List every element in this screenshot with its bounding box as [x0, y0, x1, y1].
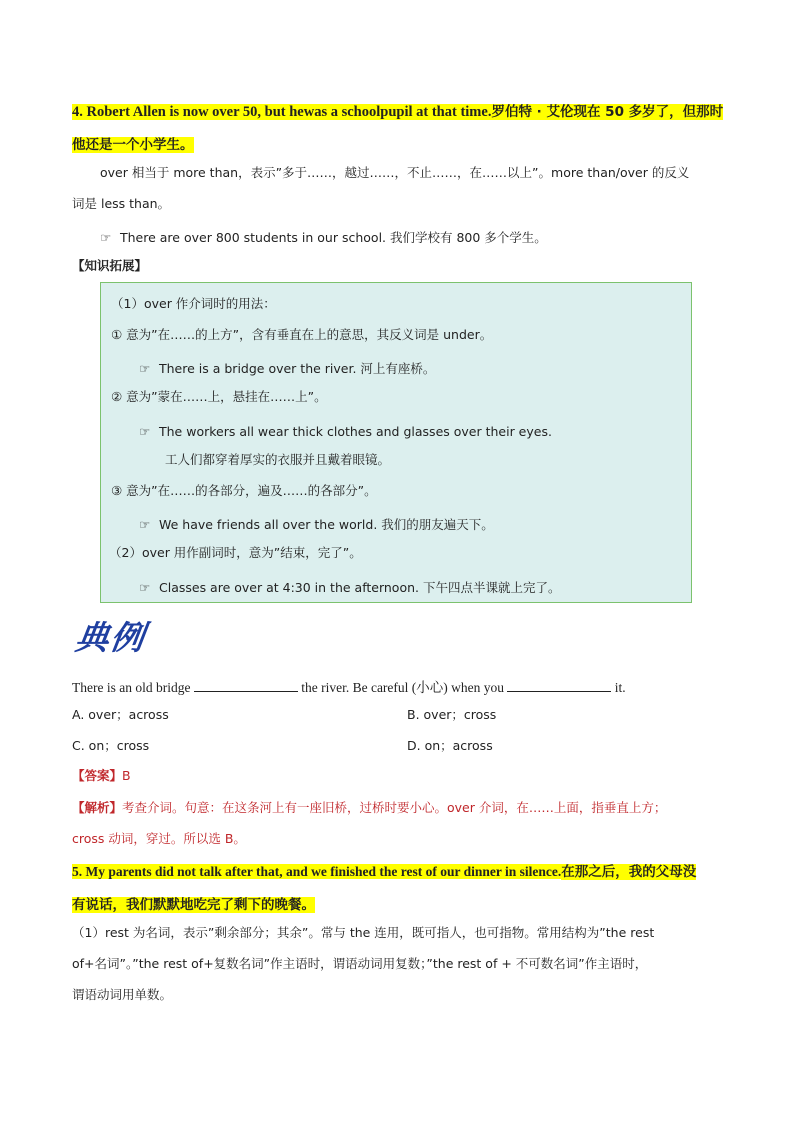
adv-example: ☞ Classes are over at 4:30 in the afternoon. 下午四点半课就上完了。: [139, 580, 561, 595]
prep-title: （1）over 作介词时的用法：: [111, 296, 276, 311]
answer-blank-1: [194, 679, 298, 692]
answer-label: 【答案】: [72, 768, 123, 783]
use3-example: ☞ We have friends all over the world. 我们的朋友遍天下。: [139, 517, 494, 532]
item4-heading: [72, 101, 732, 155]
use3: ③ 意为”在……的各部分，遍及……的各部分”。: [111, 483, 377, 498]
adv-title: （2）over 用作副词时，意为”结束，完了”。: [109, 545, 362, 560]
hand-pointer-icon: ☞: [100, 230, 112, 245]
option-a: A. over；across: [72, 707, 169, 722]
answer-blank-2: [507, 679, 611, 692]
item5-explain-3: 谓语动词用单数。: [72, 987, 173, 1002]
use2-example: ☞ The workers all wear thick clothes and glasses over their eyes.: [139, 424, 552, 439]
item5-heading-zh-1: 在那之后，我的父母没: [561, 864, 697, 880]
expansion-label: 【知识拓展】: [72, 258, 148, 273]
item4-heading-en: 4. Robert Allen is now over 50, but hewas a schoolpupil at that time.: [72, 104, 492, 120]
item4-heading-zh-2: 他还是一个小学生。: [72, 137, 194, 153]
item4-example: ☞ There are over 800 students in our school. 我们学校有 800 多个学生。: [100, 230, 547, 245]
expansion-box: [100, 282, 692, 603]
item4-explain-1: over 相当于 more than，表示”多于……，越过……，不止……，在……以上”。more than/over 的反义: [100, 165, 690, 180]
item5-explain-1: （1）rest 为名词，表示”剩余部分；其余”。常与 the 连用，既可指人，也可指物。常用结构为”the rest: [72, 925, 655, 940]
item5-heading-en: 5. My parents did not talk after that, and we finished the rest of our dinner in silence.: [72, 864, 562, 879]
use1: ① 意为”在……的上方”，含有垂直在上的意思，其反义词是 under。: [111, 327, 493, 342]
item5-explain-2: of+名词”。”the rest of+复数名词”作主语时，谓语动词用复数；”the rest of + 不可数名词”作主语时，: [72, 956, 648, 971]
use2-example-zh: 工人们都穿着厚实的衣服并且戴着眼镜。: [165, 452, 391, 467]
answer: [72, 768, 131, 784]
analysis-line-2: cross 动词，穿过。所以选 B。: [72, 831, 246, 846]
item5-heading-zh-2: 有说话，我们默默地吃完了剩下的晚餐。: [72, 897, 315, 913]
use1-example: ☞ There is a bridge over the river. 河上有座桥。: [139, 361, 436, 376]
item4-explain-2: 词是 less than。: [72, 196, 171, 211]
hand-pointer-icon: ☞: [139, 361, 151, 376]
option-d: D. on；across: [407, 738, 493, 753]
item5-heading: [72, 861, 732, 915]
hand-pointer-icon: ☞: [139, 424, 151, 439]
hand-pointer-icon: ☞: [139, 517, 151, 532]
use2: ② 意为”蒙在……上，悬挂在……上”。: [111, 389, 327, 404]
analysis-line-1: 考查介词。句意：在这条河上有一座旧桥，过桥时要小心。over 介词，在……上面，指垂直上方；: [122, 800, 667, 815]
option-c: C. on；cross: [72, 738, 150, 753]
example-logo: 典例: [72, 618, 149, 657]
hand-pointer-icon: ☞: [139, 580, 151, 595]
answer-value: B: [122, 768, 131, 783]
analysis-label: 【解析】: [72, 800, 123, 815]
option-b: B. over；cross: [407, 707, 497, 722]
item4-heading-zh-1: 罗伯特 · 艾伦现在 50 多岁了，但那时: [491, 104, 724, 120]
analysis: [72, 800, 666, 816]
question-stem: There is an old bridge the river. Be careful (小心) when you it.: [72, 680, 626, 695]
